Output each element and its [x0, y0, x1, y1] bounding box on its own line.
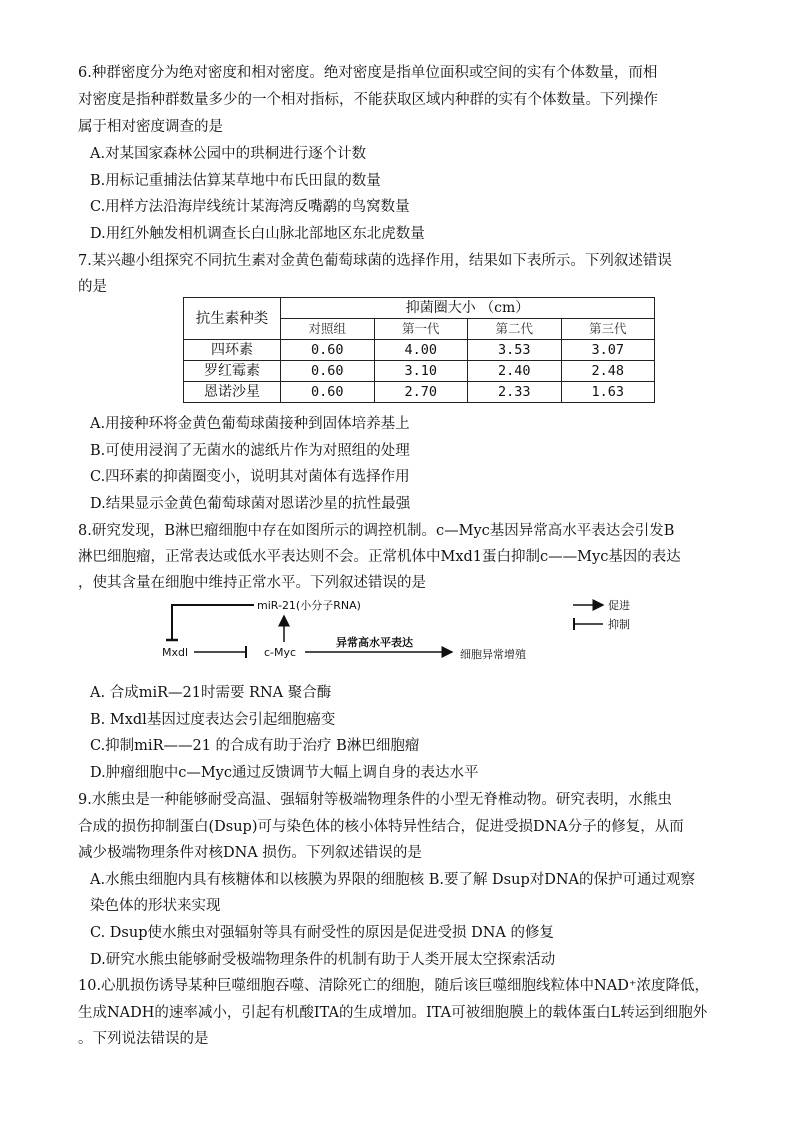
q8-option-c: C.抑制miR——21 的合成有助于治疗 B淋巴细胞瘤: [90, 738, 420, 754]
mxdl-label: Mxdl: [162, 646, 189, 659]
proliferation-label: 细胞异常增殖: [460, 648, 526, 661]
q8-stem-line2: 淋巴细胞瘤，正常表达或低水平表达则不会。正常机体中Mxd1蛋白抑制c——Myc基因的表达: [78, 549, 681, 565]
cmyc-label: c-Myc: [264, 646, 297, 659]
q9-option-c: C. Dsup使水熊虫对强辐射等具有耐受性的原因是促进受损 DNA 的修复: [90, 925, 554, 941]
table-cell: 4.00: [374, 340, 468, 361]
q10-stem-line2: 生成NADH的速率减小，引起有机酸ITA的生成增加。ITA可被细胞膜上的载体蛋白L转运到细胞外: [78, 1005, 708, 1021]
table-cell: 0.60: [281, 361, 375, 382]
legend-promote-label: 促进: [608, 599, 630, 612]
table-col-header: 第二代: [468, 319, 562, 340]
diagram-arrows: [160, 596, 680, 668]
table-row: [184, 361, 655, 382]
q7-stem-line2: 的是: [78, 279, 107, 295]
q8-option-b: B. Mxdl基因过度表达会引起细胞癌变: [90, 712, 336, 728]
q8-option-d: D.肿瘤细胞中c—Myc通过反馈调节大幅上调自身的表达水平: [90, 765, 479, 781]
table-cell: 2.70: [374, 382, 468, 403]
table-cell: 0.60: [281, 340, 375, 361]
q8-stem-line1: 8.研究发现，B淋巴瘤细胞中存在如图所示的调控机制。c—Myc基因异常高水平表达会引发B: [78, 523, 675, 539]
table-row: [184, 340, 655, 361]
q7-option-b: B.可使用浸润了无菌水的滤纸片作为对照组的处理: [90, 443, 410, 459]
table-row: [184, 382, 655, 403]
table-col-header: 第三代: [561, 319, 655, 340]
q8-stem-line3: ，使其含量在细胞中维持正常水平。下列叙述错误的是: [78, 575, 426, 591]
table-row-header: 抗生素种类: [184, 298, 281, 340]
table-cell: 3.07: [561, 340, 655, 361]
legend-inhibit-label: 抑制: [608, 618, 630, 631]
table-cell: 3.53: [468, 340, 562, 361]
high-expression-label: 异常高水平表达: [336, 636, 413, 649]
q7-stem-line1: 7.某兴趣小组探究不同抗生素对金黄色葡萄球菌的选择作用，结果如下表所示。下列叙述错误: [78, 253, 672, 269]
table-cell: 1.63: [561, 382, 655, 403]
table-cell: 0.60: [281, 382, 375, 403]
table-group-header: 抑菌圈大小 （cm）: [281, 298, 655, 319]
q10-stem-line3: 。下列说法错误的是: [78, 1031, 209, 1047]
mir-inhibit-mxdl-line: [172, 605, 254, 640]
table-row-label: 四环素: [184, 340, 281, 361]
table-cell: 2.33: [468, 382, 562, 403]
q6-stem-line1: 6.种群密度分为绝对密度和相对密度。绝对密度是指单位面积或空间的实有个体数量，而相: [78, 65, 658, 81]
q6-option-b: B.用标记重捕法估算某草地中布氏田鼠的数量: [90, 173, 381, 189]
q9-option-a-b: A.水熊虫细胞内具有核糖体和以核膜为界限的细胞核 B.要了解 Dsup对DNA的保护可通过观察: [90, 872, 696, 888]
q7-option-c: C.四环素的抑菌圈变小，说明其对菌体有选择作用: [90, 469, 410, 485]
table-col-header: 第一代: [374, 319, 468, 340]
table-row-label: 罗红霉素: [184, 361, 281, 382]
table-col-header: 对照组: [281, 319, 375, 340]
q6-option-d: D.用红外触发相机调查长白山脉北部地区东北虎数量: [90, 226, 425, 242]
table-row-label: 恩诺沙星: [184, 382, 281, 403]
table-cell: 2.48: [561, 361, 655, 382]
q9-stem-line3: 减少极端物理条件对核DNA 损伤。下列叙述错误的是: [78, 845, 422, 861]
q6-stem-line2: 对密度是指种群数量多少的一个相对指标，不能获取区域内种群的实有个体数量。下列操作: [78, 92, 658, 108]
q9-stem-line1: 9.水熊虫是一种能够耐受高温、强辐射等极端物理条件的小型无脊椎动物。研究表明，水熊虫: [78, 792, 672, 808]
q9-option-d: D.研究水熊虫能够耐受极端物理条件的机制有助于人类开展太空探索活动: [90, 952, 556, 968]
q8-option-a: A. 合成miR—21时需要 RNA 聚合酶: [90, 685, 332, 701]
q10-stem-line1: 10.心肌损伤诱导某种巨噬细胞吞噬、清除死亡的细胞，随后该巨噬细胞线粒体中NAD⁺浓度降低，: [78, 978, 709, 994]
q6-option-a: A.对某国家森林公园中的珙桐进行逐个计数: [90, 146, 367, 162]
table-cell: 3.10: [374, 361, 468, 382]
q9-stem-line2: 合成的损伤抑制蛋白(Dsup)可与染色体的核小体特异性结合，促进受损DNA分子的修复，从而: [78, 819, 684, 835]
regulation-diagram: [160, 596, 680, 668]
q6-stem-line3: 属于相对密度调查的是: [78, 119, 223, 135]
table-cell: 2.40: [468, 361, 562, 382]
q6-option-c: C.用样方法沿海岸线统计某海湾反嘴鹬的鸟窝数量: [90, 199, 410, 215]
mir21-label: miR-21(小分子RNA): [257, 599, 361, 612]
antibiotic-table: [183, 297, 655, 403]
q7-option-d: D.结果显示金黄色葡萄球菌对恩诺沙星的抗性最强: [90, 496, 411, 512]
q9-option-b-cont: 染色体的形状来实现: [90, 898, 221, 914]
q7-option-a: A.用接种环将金黄色葡萄球菌接种到固体培养基上: [90, 416, 410, 432]
